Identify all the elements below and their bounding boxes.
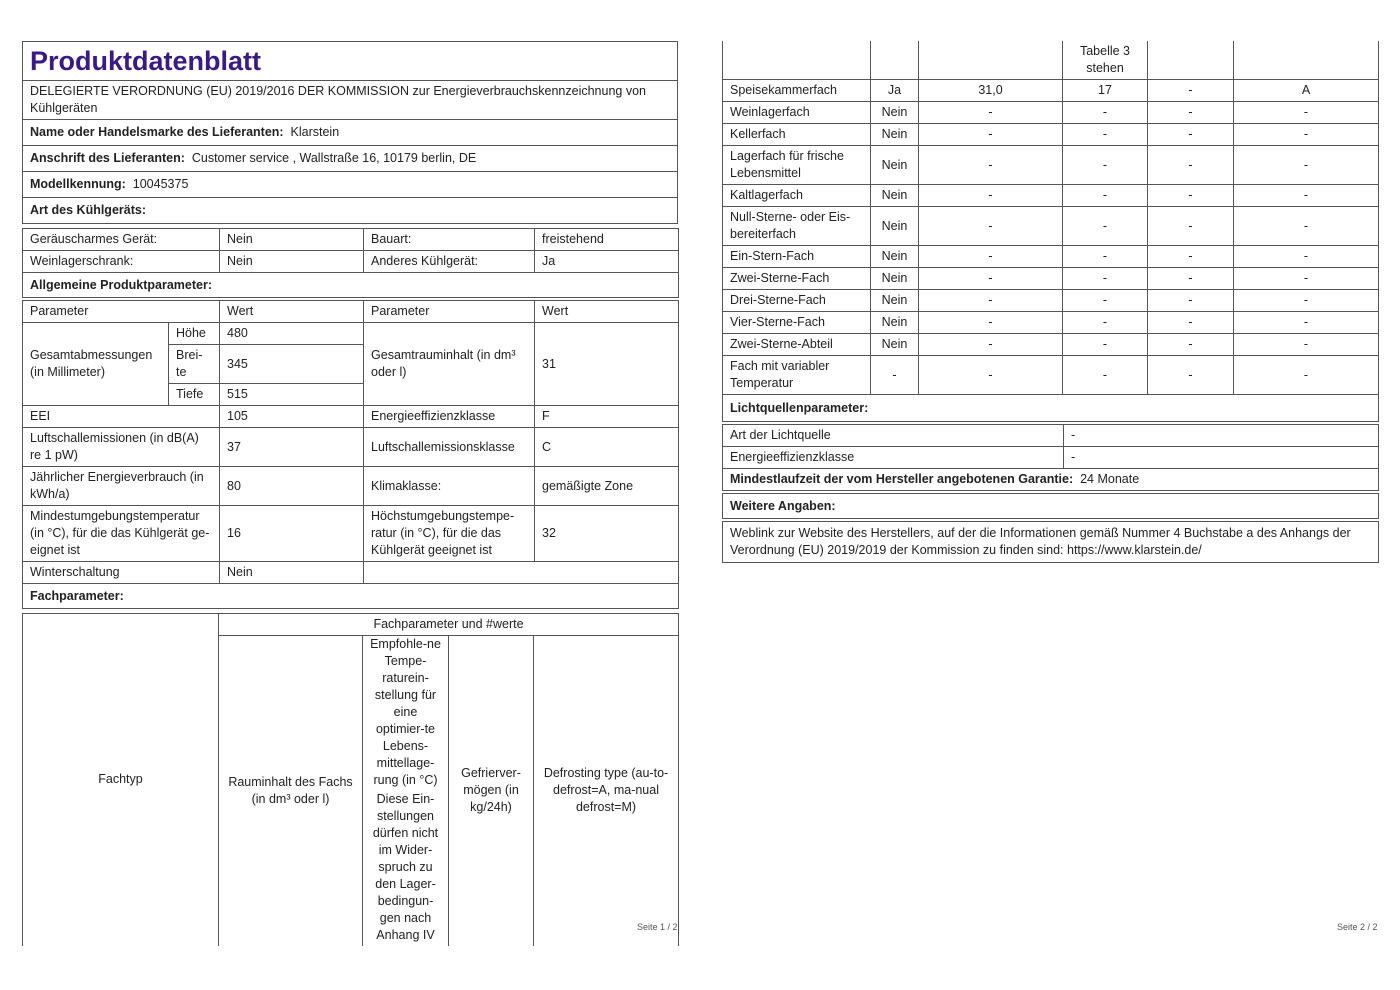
light-heading: Lichtquellenparameter: xyxy=(723,395,1379,422)
compartment-volume: 31,0 xyxy=(919,80,1063,102)
winter-value: Nein xyxy=(220,562,364,584)
compartment-temp: - xyxy=(1063,312,1148,334)
fach-heading: Fachparameter: xyxy=(23,584,679,609)
compartment-defrost: - xyxy=(1234,334,1379,356)
compartment-volume: - xyxy=(919,246,1063,268)
param-value: F xyxy=(535,406,679,428)
compartment-name: Zwei-Sterne-Fach xyxy=(723,268,871,290)
type-label-2: Bauart: xyxy=(364,229,535,251)
compartment-temp: - xyxy=(1063,290,1148,312)
compartment-defrost: - xyxy=(1234,124,1379,146)
compartment-row xyxy=(723,146,1379,185)
compartment-present: Nein xyxy=(871,146,919,185)
compartment-volume: - xyxy=(919,102,1063,124)
compartment-temp: 17 xyxy=(1063,80,1148,102)
page-2 xyxy=(722,41,1378,563)
compartment-freeze: - xyxy=(1148,356,1234,395)
compartment-defrost: - xyxy=(1234,268,1379,290)
compartment-row xyxy=(723,290,1379,312)
page-1-footer: Seite 1 / 2 xyxy=(637,922,678,932)
address-value: Customer service , Wallstraße 16, 10179 berlin, DE xyxy=(191,151,477,165)
compartment-name: Fach mit variabler Temperatur xyxy=(723,356,871,395)
compartment-present: Nein xyxy=(871,268,919,290)
compartment-volume: - xyxy=(919,268,1063,290)
address-label: Anschrift des Lieferanten: xyxy=(30,151,185,165)
compartment-name: Null-Sterne- oder Eis-bereiterfach xyxy=(723,207,871,246)
param-label: Klimaklasse: xyxy=(364,467,535,506)
light-label: Art der Lichtquelle xyxy=(723,425,1064,447)
dim-height-label: Höhe xyxy=(169,323,220,345)
compartment-freeze: - xyxy=(1148,102,1234,124)
compartment-volume: - xyxy=(919,356,1063,395)
compartment-volume: - xyxy=(919,146,1063,185)
compartment-defrost: - xyxy=(1234,312,1379,334)
compartment-volume: - xyxy=(919,124,1063,146)
compartment-name: Speisekammerfach xyxy=(723,80,871,102)
compartment-freeze: - xyxy=(1148,80,1234,102)
compartment-defrost: - xyxy=(1234,207,1379,246)
param-label: Energieeffizienzklasse xyxy=(364,406,535,428)
compartment-table xyxy=(722,41,1379,80)
compartment-defrost: - xyxy=(1234,102,1379,124)
compartment-temp: - xyxy=(1063,124,1148,146)
compartment-freeze: - xyxy=(1148,246,1234,268)
winter-label: Winterschaltung xyxy=(23,562,220,584)
compartment-temp: - xyxy=(1063,102,1148,124)
compartment-row xyxy=(723,312,1379,334)
param-label: Mindestumgebungstemperatur (in °C), für die das Kühlgerät ge-eignet ist xyxy=(23,506,220,562)
type-value-3: Nein xyxy=(220,251,364,273)
param-value: 32 xyxy=(535,506,679,562)
continued-header: Tabelle 3 stehen xyxy=(1063,41,1148,80)
compartment-present: Nein xyxy=(871,185,919,207)
compartment-present: Nein xyxy=(871,312,919,334)
compartment-present: Nein xyxy=(871,207,919,246)
compartment-freeze: - xyxy=(1148,146,1234,185)
compartment-name: Lagerfach für frische Lebensmittel xyxy=(723,146,871,185)
fach-table xyxy=(22,613,679,946)
compartment-volume: - xyxy=(919,312,1063,334)
type-heading: Art des Kühlgeräts: xyxy=(23,198,678,224)
compartment-temp: - xyxy=(1063,246,1148,268)
compartment-row xyxy=(723,102,1379,124)
compartment-row xyxy=(723,80,1379,102)
col-value-1: Wert xyxy=(220,301,364,323)
warranty-row xyxy=(723,469,1379,491)
compartment-name: Kellerfach xyxy=(723,124,871,146)
fach-col-type: Fachtyp xyxy=(23,614,219,946)
fach-col-temp-note: Diese Ein-stellungen dürfen nicht im Wider-spruch zu den Lager-bedingun-gen nach Anhang IV xyxy=(372,792,439,942)
compartment-defrost: A xyxy=(1234,80,1379,102)
type-value-4: Ja xyxy=(535,251,679,273)
general-heading: Allgemeine Produktparameter: xyxy=(23,273,679,298)
compartment-present: Nein xyxy=(871,102,919,124)
light-value: - xyxy=(1064,447,1379,469)
compartment-present: - xyxy=(871,356,919,395)
param-value: gemäßigte Zone xyxy=(535,467,679,506)
supplier-row xyxy=(23,120,678,146)
param-label: Luftschallemissionen (in dB(A) re 1 pW) xyxy=(23,428,220,467)
header-table xyxy=(22,41,678,224)
type-value-2: freistehend xyxy=(535,229,679,251)
compartment-rows xyxy=(722,80,1379,395)
compartment-row xyxy=(723,124,1379,146)
model-label: Modellkennung: xyxy=(30,177,126,191)
compartment-row xyxy=(723,207,1379,246)
fach-col-freeze: Gefrierver-mögen (in kg/24h) xyxy=(449,636,534,946)
param-value: 80 xyxy=(220,467,364,506)
volume-value: 31 xyxy=(535,323,679,406)
light-label: Energieeffizienzklasse xyxy=(723,447,1064,469)
compartment-temp: - xyxy=(1063,268,1148,290)
volume-label: Gesamtrauminhalt (in dm³ oder l) xyxy=(364,323,535,406)
fach-col-temp xyxy=(363,636,449,946)
param-label: Höchstumgebungstempe-ratur (in °C), für die das Kühlgerät geeignet ist xyxy=(364,506,535,562)
compartment-freeze: - xyxy=(1148,334,1234,356)
compartment-name: Vier-Sterne-Fach xyxy=(723,312,871,334)
compartment-present: Nein xyxy=(871,246,919,268)
compartment-name: Ein-Stern-Fach xyxy=(723,246,871,268)
compartment-freeze: - xyxy=(1148,290,1234,312)
further-text: Weblink zur Website des Herstellers, auf der die Informationen gemäß Nummer 4 Buchstabe a des Anhangs der Verordnung (EU) 2019/2019 der Kommission zu finden sind: https://www.klarstein.de/ xyxy=(723,522,1379,563)
compartment-row xyxy=(723,356,1379,395)
supplier-label: Name oder Handelsmarke des Lieferanten: xyxy=(30,125,284,139)
param-value: 105 xyxy=(220,406,364,428)
compartment-row xyxy=(723,246,1379,268)
param-label: Jährlicher Energieverbrauch (in kWh/a) xyxy=(23,467,220,506)
compartment-row xyxy=(723,268,1379,290)
dim-width-label: Brei-te xyxy=(169,345,220,384)
compartment-row xyxy=(723,334,1379,356)
type-label-4: Anderes Kühlgerät: xyxy=(364,251,535,273)
compartment-present: Ja xyxy=(871,80,919,102)
compartment-freeze: - xyxy=(1148,124,1234,146)
compartment-name: Kaltlagerfach xyxy=(723,185,871,207)
compartment-defrost: - xyxy=(1234,146,1379,185)
light-table xyxy=(722,395,1379,563)
param-label: Luftschallemissionsklasse xyxy=(364,428,535,467)
params-table xyxy=(22,228,679,609)
compartment-volume: - xyxy=(919,185,1063,207)
compartment-temp: - xyxy=(1063,185,1148,207)
page-title: Produktdatenblatt xyxy=(23,42,678,81)
fach-col-defrost: Defrosting type (au-to-defrost=A, ma-nual defrost=M) xyxy=(534,636,679,946)
further-heading: Weitere Angaben: xyxy=(723,494,1379,519)
compartment-defrost: - xyxy=(1234,356,1379,395)
param-label: EEI xyxy=(23,406,220,428)
compartment-name: Zwei-Sterne-Abteil xyxy=(723,334,871,356)
compartment-present: Nein xyxy=(871,334,919,356)
compartment-freeze: - xyxy=(1148,312,1234,334)
compartment-defrost: - xyxy=(1234,290,1379,312)
compartment-defrost: - xyxy=(1234,246,1379,268)
compartment-present: Nein xyxy=(871,124,919,146)
fach-group-header: Fachparameter und #werte xyxy=(219,614,679,636)
col-value-2: Wert xyxy=(535,301,679,323)
dim-width-value: 345 xyxy=(220,345,364,384)
compartment-name: Weinlagerfach xyxy=(723,102,871,124)
compartment-present: Nein xyxy=(871,290,919,312)
light-value: - xyxy=(1064,425,1379,447)
param-value: 37 xyxy=(220,428,364,467)
dim-depth-label: Tiefe xyxy=(169,384,220,406)
compartment-freeze: - xyxy=(1148,207,1234,246)
compartment-temp: - xyxy=(1063,146,1148,185)
compartment-temp: - xyxy=(1063,334,1148,356)
model-row xyxy=(23,172,678,198)
address-row xyxy=(23,146,678,172)
dimensions-label: Gesamtabmessungen (in Millimeter) xyxy=(23,323,169,406)
warranty-value: 24 Monate xyxy=(1080,472,1140,486)
param-value: C xyxy=(535,428,679,467)
compartment-volume: - xyxy=(919,334,1063,356)
model-value: 10045375 xyxy=(132,177,189,191)
type-label-1: Geräuscharmes Gerät: xyxy=(23,229,220,251)
compartment-volume: - xyxy=(919,207,1063,246)
col-param-2: Parameter xyxy=(364,301,535,323)
compartment-volume: - xyxy=(919,290,1063,312)
col-param-1: Parameter xyxy=(23,301,220,323)
dim-depth-value: 515 xyxy=(220,384,364,406)
regulation-text: DELEGIERTE VERORDNUNG (EU) 2019/2016 DER KOMMISSION zur Energieverbrauchskennzeichnung von Kühlgeräten xyxy=(23,81,678,120)
page-2-footer: Seite 2 / 2 xyxy=(1337,922,1378,932)
compartment-name: Drei-Sterne-Fach xyxy=(723,290,871,312)
warranty-label: Mindestlaufzeit der vom Hersteller angebotenen Garantie: xyxy=(730,472,1074,486)
fach-col-volume: Rauminhalt des Fachs (in dm³ oder l) xyxy=(219,636,363,946)
page-1 xyxy=(22,41,678,946)
compartment-row xyxy=(723,185,1379,207)
param-value: 16 xyxy=(220,506,364,562)
compartment-temp: - xyxy=(1063,207,1148,246)
supplier-value: Klarstein xyxy=(290,125,340,139)
dim-height-value: 480 xyxy=(220,323,364,345)
fach-col-temp-text: Empfohle-ne Tempe-raturein-stellung für eine optimier-te Lebens-mittellage-rung (in °C) xyxy=(370,637,441,787)
compartment-temp: - xyxy=(1063,356,1148,395)
compartment-freeze: - xyxy=(1148,268,1234,290)
compartment-defrost: - xyxy=(1234,185,1379,207)
type-value-1: Nein xyxy=(220,229,364,251)
compartment-freeze: - xyxy=(1148,185,1234,207)
type-label-3: Weinlagerschrank: xyxy=(23,251,220,273)
